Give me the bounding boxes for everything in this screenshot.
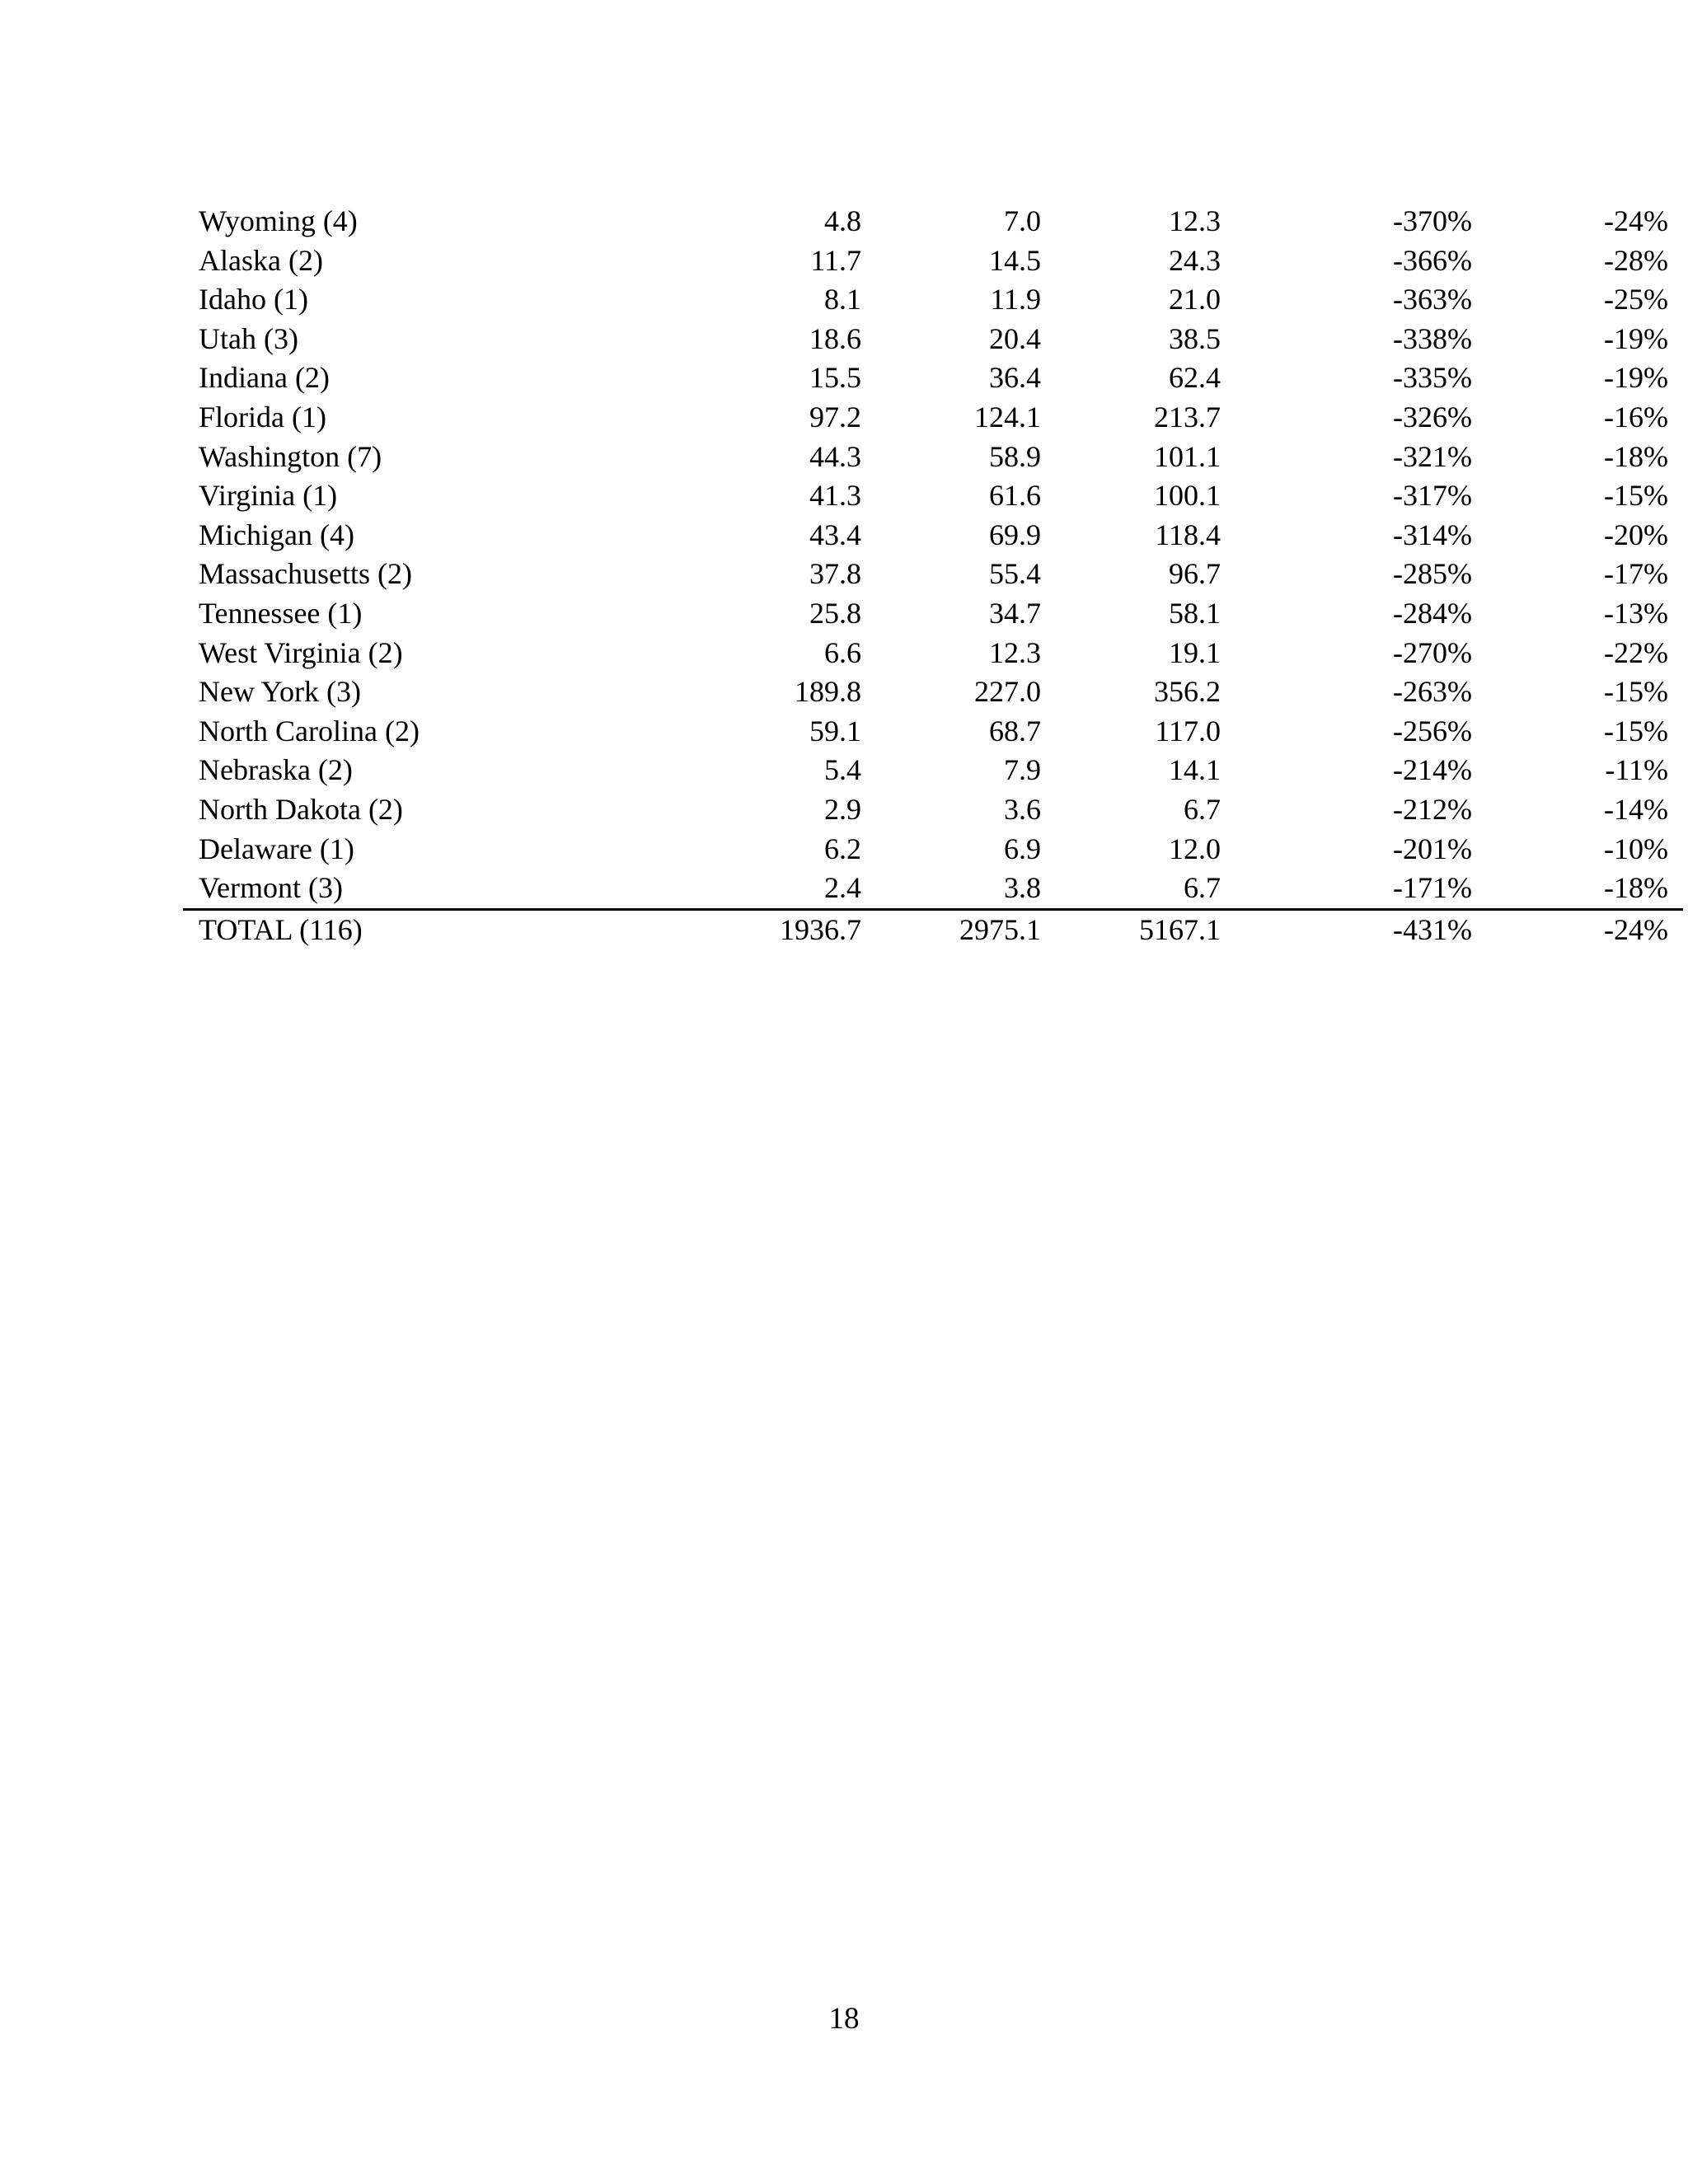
- value-1: 6.6: [824, 635, 861, 669]
- table-row: [183, 830, 1683, 869]
- value-1: 2.4: [824, 871, 861, 905]
- table-row: [183, 634, 1683, 673]
- value-1: 18.6: [809, 321, 861, 355]
- percent-2: -11%: [1605, 753, 1668, 787]
- value-3: 21.0: [1169, 283, 1221, 316]
- percent-1: -270%: [1393, 635, 1472, 669]
- value-3: 356.2: [1154, 675, 1221, 709]
- percent-1: -321%: [1393, 439, 1472, 473]
- value-2: 34.7: [989, 596, 1041, 630]
- table-row: [183, 594, 1683, 634]
- value-1: 41.3: [809, 479, 861, 513]
- percent-1: -335%: [1393, 361, 1472, 395]
- percent-2: -16%: [1604, 400, 1668, 434]
- table-row: [183, 202, 1683, 241]
- value-2: 12.3: [989, 635, 1041, 669]
- table-row: [183, 555, 1683, 594]
- table-row: [183, 280, 1683, 320]
- percent-2: -22%: [1604, 635, 1668, 669]
- state-data-table: [183, 202, 1683, 951]
- total-percent-2: -24%: [1472, 909, 1683, 951]
- percent-2: -13%: [1604, 596, 1668, 630]
- value-2: 20.4: [989, 321, 1041, 355]
- percent-1: -212%: [1393, 792, 1472, 826]
- percent-2: -18%: [1604, 871, 1668, 905]
- state-name: North Dakota (2): [199, 792, 403, 826]
- percent-1: -326%: [1393, 400, 1472, 434]
- percent-1: -284%: [1393, 596, 1472, 630]
- percent-1: -314%: [1393, 518, 1472, 551]
- value-2: 36.4: [989, 361, 1041, 395]
- percent-1: -256%: [1393, 714, 1472, 748]
- state-name: Virginia (1): [199, 479, 338, 513]
- value-3: 24.3: [1169, 243, 1221, 277]
- table-row: [183, 751, 1683, 790]
- value-2: 61.6: [989, 479, 1041, 513]
- percent-2: -15%: [1604, 479, 1668, 513]
- percent-2: -10%: [1604, 832, 1668, 865]
- value-2: 55.4: [989, 557, 1041, 591]
- table-row: [183, 869, 1683, 909]
- state-name: Vermont (3): [199, 871, 343, 905]
- percent-1: -171%: [1393, 871, 1472, 905]
- table-row: [183, 438, 1683, 477]
- value-3: 118.4: [1155, 518, 1221, 551]
- value-1: 11.7: [810, 243, 861, 277]
- value-3: 38.5: [1169, 321, 1221, 355]
- percent-1: -201%: [1393, 832, 1472, 865]
- value-2: 68.7: [989, 714, 1041, 748]
- value-3: 100.1: [1154, 479, 1221, 513]
- value-3: 117.0: [1155, 714, 1221, 748]
- state-name: West Virginia (2): [199, 635, 403, 669]
- value-2: 69.9: [989, 518, 1041, 551]
- table-row: [183, 320, 1683, 359]
- state-name: Tennessee (1): [199, 596, 363, 630]
- total-row: [183, 909, 1683, 951]
- value-1: 97.2: [809, 400, 861, 434]
- state-name: New York (3): [199, 675, 361, 709]
- value-1: 8.1: [824, 283, 861, 316]
- state-name: Washington (7): [199, 439, 382, 473]
- table-row: [183, 790, 1683, 830]
- state-name: Indiana (2): [199, 361, 330, 395]
- value-1: 2.9: [824, 792, 861, 826]
- state-name: Idaho (1): [199, 283, 308, 316]
- value-3: 19.1: [1169, 635, 1221, 669]
- percent-1: -338%: [1393, 321, 1472, 355]
- value-1: 59.1: [809, 714, 861, 748]
- value-2: 124.1: [974, 400, 1041, 434]
- percent-1: -317%: [1393, 479, 1472, 513]
- value-1: 189.8: [795, 675, 861, 709]
- total-percent-1: -431%: [1221, 909, 1472, 951]
- table-row: [183, 712, 1683, 752]
- value-3: 213.7: [1154, 400, 1221, 434]
- value-3: 12.3: [1169, 204, 1221, 237]
- percent-2: -15%: [1604, 714, 1668, 748]
- state-name: Delaware (1): [199, 832, 354, 865]
- state-name: Alaska (2): [199, 243, 323, 277]
- value-2: 14.5: [989, 243, 1041, 277]
- value-1: 43.4: [809, 518, 861, 551]
- value-2: 3.8: [1004, 871, 1041, 905]
- table-row: [183, 359, 1683, 398]
- value-1: 25.8: [809, 596, 861, 630]
- value-1: 37.8: [809, 557, 861, 591]
- value-2: 227.0: [974, 675, 1041, 709]
- percent-2: -17%: [1604, 557, 1668, 591]
- total-label: TOTAL (116): [183, 909, 693, 951]
- percent-1: -366%: [1393, 243, 1472, 277]
- state-name: Wyoming (4): [199, 204, 358, 237]
- percent-2: -14%: [1604, 792, 1668, 826]
- value-3: 58.1: [1169, 596, 1221, 630]
- value-2: 3.6: [1004, 792, 1041, 826]
- percent-1: -214%: [1393, 753, 1472, 787]
- value-3: 96.7: [1169, 557, 1221, 591]
- state-name: Florida (1): [199, 400, 326, 434]
- table-row: [183, 398, 1683, 438]
- table-row: [183, 241, 1683, 281]
- value-3: 6.7: [1184, 871, 1221, 905]
- percent-2: -24%: [1604, 204, 1668, 237]
- value-3: 6.7: [1184, 792, 1221, 826]
- value-1: 4.8: [824, 204, 861, 237]
- value-1: 15.5: [809, 361, 861, 395]
- value-2: 58.9: [989, 439, 1041, 473]
- total-value-3: 5167.1: [1041, 909, 1221, 951]
- percent-2: -15%: [1604, 675, 1668, 709]
- value-2: 7.0: [1004, 204, 1041, 237]
- value-1: 44.3: [809, 439, 861, 473]
- state-name: Massachusetts (2): [199, 557, 412, 591]
- value-2: 7.9: [1004, 753, 1041, 787]
- percent-2: -19%: [1604, 321, 1668, 355]
- value-3: 12.0: [1169, 832, 1221, 865]
- table-row: [183, 476, 1683, 516]
- state-name: Utah (3): [199, 321, 298, 355]
- value-1: 5.4: [824, 753, 861, 787]
- table-row: [183, 673, 1683, 712]
- state-name: North Carolina (2): [199, 714, 420, 748]
- percent-2: -20%: [1604, 518, 1668, 551]
- percent-1: -263%: [1393, 675, 1472, 709]
- percent-2: -28%: [1604, 243, 1668, 277]
- percent-1: -285%: [1393, 557, 1472, 591]
- value-3: 62.4: [1169, 361, 1221, 395]
- percent-2: -18%: [1604, 439, 1668, 473]
- total-value-2: 2975.1: [861, 909, 1041, 951]
- state-name: Michigan (4): [199, 518, 354, 551]
- value-1: 6.2: [824, 832, 861, 865]
- value-2: 11.9: [990, 283, 1041, 316]
- percent-1: -363%: [1393, 283, 1472, 316]
- table-body: [183, 202, 1683, 909]
- percent-1: -370%: [1393, 204, 1472, 237]
- value-3: 14.1: [1169, 753, 1221, 787]
- percent-2: -25%: [1604, 283, 1668, 316]
- state-name: Nebraska (2): [199, 753, 353, 787]
- value-3: 101.1: [1154, 439, 1221, 473]
- value-2: 6.9: [1004, 832, 1041, 865]
- percent-2: -19%: [1604, 361, 1668, 395]
- total-value-1: 1936.7: [693, 909, 861, 951]
- page-number: 18: [828, 2002, 860, 2036]
- table-row: [183, 516, 1683, 555]
